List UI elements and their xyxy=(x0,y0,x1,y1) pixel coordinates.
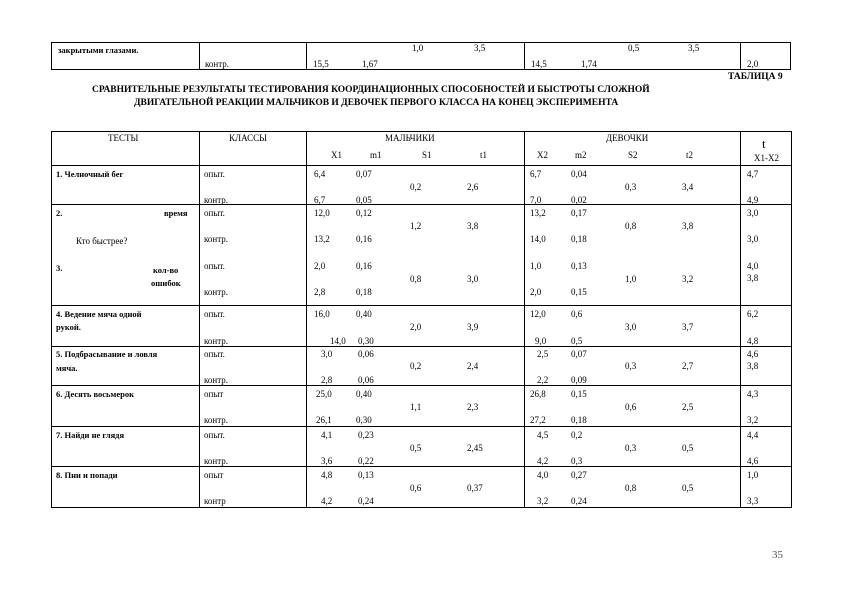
girls-m-ctrl: 0,3 xyxy=(571,456,583,466)
test-name: 8. Пни и попади xyxy=(56,470,118,480)
girls-x-ctrl: 7,0 xyxy=(530,195,542,205)
header-boys-t: t1 xyxy=(480,150,488,160)
girls-s: 0,8 xyxy=(625,483,637,493)
girls-x-exp: 26,8 xyxy=(530,389,546,399)
header-t-sub: X1-X2 xyxy=(754,153,779,163)
boys-m-ctrl: 0,22 xyxy=(358,456,374,466)
girls-x-exp: 13,2 xyxy=(530,208,546,218)
boys-s: 0,2 xyxy=(410,361,422,371)
fragment-t-diff: 2,0 xyxy=(747,59,759,69)
t-diff-2: 3,8 xyxy=(747,273,759,283)
girls-s: 3,0 xyxy=(625,322,637,332)
girls-x-ctrl: 3,2 xyxy=(537,496,549,506)
test-name-cont: кол-во xyxy=(153,265,179,275)
boys-x-ctrl: 26,1 xyxy=(316,415,332,425)
class-ctrl: контр. xyxy=(204,456,229,466)
girls-x-ctrl: 2,0 xyxy=(530,287,542,297)
boys-m-ctrl: 0,18 xyxy=(356,287,372,297)
test-name-sub: ошибок xyxy=(151,278,181,288)
class-exp: опыт. xyxy=(204,169,225,179)
girls-x-ctrl: 2,2 xyxy=(537,375,549,385)
girls-t: 0,5 xyxy=(682,483,694,493)
boys-x-exp: 4,8 xyxy=(321,470,333,480)
t-diff-1: 4,6 xyxy=(747,349,759,359)
boys-t: 2,45 xyxy=(467,443,483,453)
girls-s: 0,6 xyxy=(625,402,637,412)
boys-x-ctrl: 14,0 xyxy=(330,336,346,346)
fragment-boys-m: 1,67 xyxy=(362,59,378,69)
girls-x-ctrl: 27,2 xyxy=(530,415,546,425)
t-diff-2: 3,8 xyxy=(747,361,759,371)
fragment-boys-x: 15,5 xyxy=(313,59,329,69)
test-name-sub: Кто быстрее? xyxy=(76,236,128,246)
girls-x-ctrl: 4,2 xyxy=(537,456,549,466)
girls-s: 0,3 xyxy=(625,361,637,371)
girls-x-exp: 6,7 xyxy=(530,169,542,179)
girls-m-exp: 0,07 xyxy=(571,349,587,359)
girls-m-ctrl: 0,15 xyxy=(571,287,587,297)
test-name-cont: мяча. xyxy=(56,363,78,373)
girls-t: 2,7 xyxy=(682,361,694,371)
girls-m-exp: 0,15 xyxy=(571,389,587,399)
boys-t: 3,8 xyxy=(467,221,479,231)
boys-x-exp: 4,1 xyxy=(321,430,333,440)
test-name: 5. Подбрасывание и ловля xyxy=(56,349,158,359)
girls-m-exp: 0,6 xyxy=(571,309,583,319)
boys-x-ctrl: 4,2 xyxy=(321,496,333,506)
boys-m-ctrl: 0,24 xyxy=(358,496,374,506)
boys-m-exp: 0,13 xyxy=(358,470,374,480)
boys-x-exp: 3,0 xyxy=(321,349,333,359)
class-ctrl: контр. xyxy=(204,375,229,385)
boys-x-ctrl: 2,8 xyxy=(314,287,326,297)
girls-m-exp: 0,17 xyxy=(571,208,587,218)
fragment-control-label: контр. xyxy=(205,59,230,69)
girls-x-exp: 4,0 xyxy=(537,470,549,480)
t-diff-1: 6,2 xyxy=(747,309,759,319)
header-classes: КЛАССЫ xyxy=(229,133,268,143)
boys-m-exp: 0,16 xyxy=(356,261,372,271)
boys-t: 3,9 xyxy=(467,322,479,332)
girls-t: 2,5 xyxy=(682,402,694,412)
t-diff-1: 3,0 xyxy=(747,208,759,218)
header-girls: ДЕВОЧКИ xyxy=(606,133,649,143)
boys-m-exp: 0,12 xyxy=(356,208,372,218)
girls-t: 3,8 xyxy=(682,221,694,231)
boys-x-exp: 25,0 xyxy=(316,389,332,399)
fragment-girls-s: 0,5 xyxy=(628,43,640,53)
header-boys-s: S1 xyxy=(422,150,432,160)
boys-s: 0,6 xyxy=(410,483,422,493)
boys-s: 0,5 xyxy=(410,443,422,453)
class-ctrl: контр. xyxy=(204,287,229,297)
boys-s: 0,8 xyxy=(410,274,422,284)
girls-m-ctrl: 0,5 xyxy=(571,336,583,346)
boys-t: 2,3 xyxy=(467,402,479,412)
girls-t: 3,2 xyxy=(682,274,694,284)
header-boys-x: X1 xyxy=(331,150,342,160)
boys-x-exp: 16,0 xyxy=(314,309,330,319)
boys-t: 2,4 xyxy=(467,361,479,371)
class-ctrl: контр xyxy=(204,496,226,506)
boys-x-exp: 6,4 xyxy=(314,169,326,179)
girls-x-ctrl: 14,0 xyxy=(530,234,546,244)
header-girls-m: m2 xyxy=(575,150,587,160)
t-diff-1: 4,3 xyxy=(747,389,759,399)
boys-s: 1,1 xyxy=(410,402,422,412)
girls-m-ctrl: 0,24 xyxy=(571,496,587,506)
fragment-boys-s: 1,0 xyxy=(412,43,424,53)
boys-m-exp: 0,40 xyxy=(356,389,372,399)
boys-m-ctrl: 0,30 xyxy=(356,415,372,425)
header-boys: МАЛЬЧИКИ xyxy=(385,133,435,143)
test-name: 4. Ведение мяча одной xyxy=(56,309,142,319)
fragment-girls-m: 1,74 xyxy=(581,59,597,69)
fragment-girls-t: 3,5 xyxy=(688,43,700,53)
girls-s: 1,0 xyxy=(625,274,637,284)
boys-m-exp: 0,40 xyxy=(356,309,372,319)
t-diff-1: 4,4 xyxy=(747,430,759,440)
t-diff-2: 3,0 xyxy=(747,234,759,244)
fragment-boys-t: 3,5 xyxy=(474,43,486,53)
girls-s: 0,3 xyxy=(625,182,637,192)
boys-t: 3,0 xyxy=(467,274,479,284)
boys-m-exp: 0,07 xyxy=(356,169,372,179)
boys-m-ctrl: 0,30 xyxy=(358,336,374,346)
boys-s: 0,2 xyxy=(410,182,422,192)
test-name-cont: рукой. xyxy=(56,322,81,332)
test-name: 3. xyxy=(56,263,63,273)
class-exp: опыт xyxy=(204,470,224,480)
boys-s: 2,0 xyxy=(410,322,422,332)
t-diff-1: 4,0 xyxy=(747,261,759,271)
header-girls-s: S2 xyxy=(628,150,638,160)
boys-m-ctrl: 0,05 xyxy=(356,195,372,205)
girls-t: 3,4 xyxy=(682,182,694,192)
girls-s: 0,8 xyxy=(625,221,637,231)
girls-t: 0,5 xyxy=(682,443,694,453)
boys-x-ctrl: 3,6 xyxy=(321,456,333,466)
class-exp: опыт. xyxy=(204,430,225,440)
t-diff-1: 4,7 xyxy=(747,169,759,179)
header-tests: ТЕСТЫ xyxy=(108,133,139,143)
boys-s: 1,2 xyxy=(410,221,422,231)
class-ctrl: контр. xyxy=(204,415,229,425)
class-exp: опыт. xyxy=(204,309,225,319)
boys-x-ctrl: 2,8 xyxy=(321,375,333,385)
class-exp: опыт xyxy=(204,389,224,399)
page-number: 35 xyxy=(772,549,783,561)
girls-x-exp: 1,0 xyxy=(530,261,542,271)
boys-x-exp: 12,0 xyxy=(314,208,330,218)
caption-line-2: ДВИГАТЕЛЬНОЙ РЕАКЦИИ МАЛЬЧИКОВ И ДЕВОЧЕК ПЕРВОГО КЛАССА НА КОНЕЦ ЭКСПЕРИМЕНТА xyxy=(134,98,619,108)
girls-x-ctrl: 9,0 xyxy=(535,336,547,346)
class-ctrl: контр. xyxy=(204,234,229,244)
caption-line-1: СРАВНИТЕЛЬНЫЕ РЕЗУЛЬТАТЫ ТЕСТИРОВАНИЯ КООРДИНАЦИОННЫХ СПОСОБНОСТЕЙ И БЫСТРОТЫ СЛОЖНОЙ xyxy=(92,85,650,95)
boys-t: 2,6 xyxy=(467,182,479,192)
test-name: 1. Челночный бег xyxy=(56,169,124,179)
boys-m-exp: 0,23 xyxy=(358,430,374,440)
t-diff-2: 4,6 xyxy=(747,456,759,466)
girls-m-exp: 0,2 xyxy=(571,430,583,440)
boys-x-ctrl: 13,2 xyxy=(314,234,330,244)
header-t: t xyxy=(762,136,766,151)
girls-x-exp: 4,5 xyxy=(537,430,549,440)
boys-m-exp: 0,06 xyxy=(358,349,374,359)
class-ctrl: контр. xyxy=(204,336,229,346)
girls-m-exp: 0,27 xyxy=(571,470,587,480)
girls-m-ctrl: 0,09 xyxy=(571,375,587,385)
class-exp: опыт. xyxy=(204,349,225,359)
test-name: 6. Десять восьмерок xyxy=(56,389,134,399)
boys-t: 0,37 xyxy=(467,483,483,493)
test-name: 2. xyxy=(56,208,63,218)
boys-m-ctrl: 0,06 xyxy=(358,375,374,385)
girls-s: 0,3 xyxy=(625,443,637,453)
girls-m-ctrl: 0,02 xyxy=(571,195,587,205)
test-name-cont: время xyxy=(164,208,188,218)
girls-x-exp: 12,0 xyxy=(530,309,546,319)
t-diff-2: 3,2 xyxy=(747,415,759,425)
table-number: ТАБЛИЦА 9 xyxy=(728,72,783,82)
boys-x-ctrl: 6,7 xyxy=(314,195,326,205)
t-diff-2: 4,9 xyxy=(747,195,759,205)
girls-m-ctrl: 0,18 xyxy=(571,415,587,425)
class-exp: опыт. xyxy=(204,261,225,271)
t-diff-2: 3,3 xyxy=(747,496,759,506)
class-ctrl: контр. xyxy=(204,195,229,205)
header-girls-t: t2 xyxy=(686,150,694,160)
header-girls-x: X2 xyxy=(537,150,548,160)
fragment-row-label: закрытыми глазами. xyxy=(58,45,139,55)
girls-m-exp: 0,13 xyxy=(571,261,587,271)
header-boys-m: m1 xyxy=(370,150,382,160)
boys-x-exp: 2,0 xyxy=(314,261,326,271)
fragment-girls-x: 14,5 xyxy=(531,59,547,69)
test-name: 7. Найди не глядя xyxy=(56,430,125,440)
class-exp: опыт. xyxy=(204,208,225,218)
boys-m-ctrl: 0,16 xyxy=(356,234,372,244)
t-diff-2: 4,8 xyxy=(747,336,759,346)
t-diff-1: 1,0 xyxy=(747,470,759,480)
girls-t: 3,7 xyxy=(682,322,694,332)
girls-m-ctrl: 0,18 xyxy=(571,234,587,244)
girls-m-exp: 0,04 xyxy=(571,169,587,179)
girls-x-exp: 2,5 xyxy=(537,349,549,359)
